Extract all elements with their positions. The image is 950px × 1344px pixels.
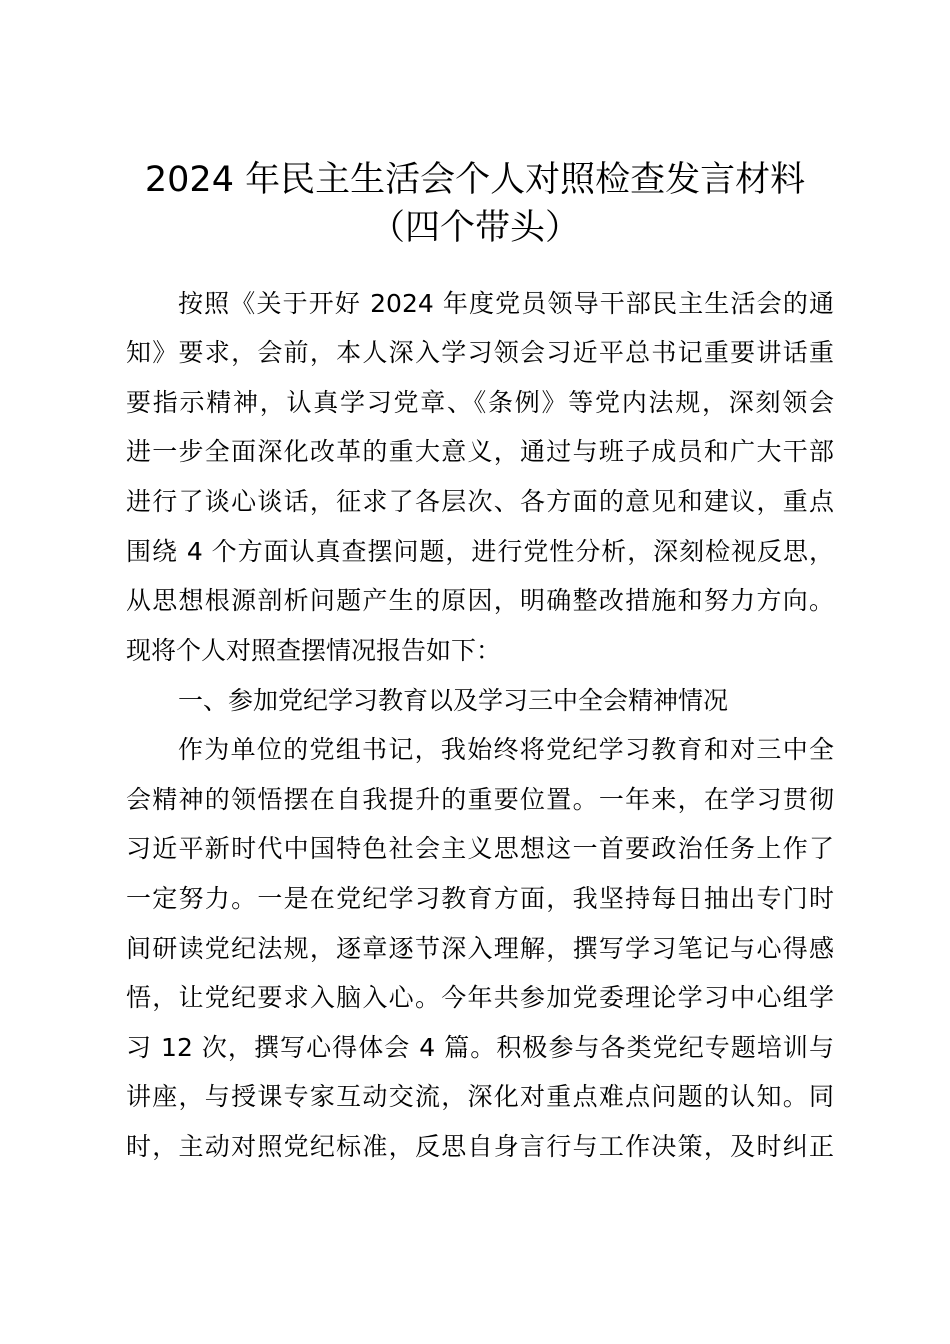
paragraph-line: 按照《关于开好 2024 年度党员领导干部民主生活会的通 (178, 289, 834, 318)
document-title: 2024 年民主生活会个人对照检查发言材料 (144, 160, 806, 200)
document-subtitle: （四个带头） (369, 208, 580, 248)
paragraph-line: 习近平新时代中国特色社会主义思想这一首要政治任务上作了 (126, 834, 834, 863)
paragraph-line: 现将个人对照查摆情况报告如下： (126, 636, 502, 665)
paragraph-line: 知》要求，会前，本人深入学习领会习近平总书记重要讲话重 (126, 338, 834, 367)
paragraph-line: 要指示精神，认真学习党章、《条例》等党内法规，深刻领会 (126, 388, 834, 417)
paragraph-line: 进行了谈心谈话，征求了各层次、各方面的意见和建议，重点 (126, 487, 834, 516)
paragraph-line: 进一步全面深化改革的重大意义，通过与班子成员和广大干部 (126, 437, 834, 466)
paragraph-line: 一定努力。一是在党纪学习教育方面，我坚持每日抽出专门时 (126, 884, 834, 913)
paragraph-line: 从思想根源剖析问题产生的原因，明确整改措施和努力方向。 (126, 586, 834, 615)
section-heading: 一、参加党纪学习教育以及学习三中全会精神情况 (178, 686, 729, 715)
paragraph-line: 悟，让党纪要求入脑入心。今年共参加党委理论学习中心组学 (126, 983, 834, 1012)
paragraph-line: 时，主动对照党纪标准，反思自身言行与工作决策，及时纠正 (126, 1132, 834, 1161)
paragraph-line: 围绕 4 个方面认真查摆问题，进行党性分析，深刻检视反思， (126, 537, 834, 566)
paragraph-line: 会精神的领悟摆在自我提升的重要位置。一年来，在学习贯彻 (126, 785, 834, 814)
paragraph-line: 讲座，与授课专家互动交流，深化对重点难点问题的认知。同 (126, 1082, 834, 1111)
paragraph-line: 作为单位的党组书记，我始终将党纪学习教育和对三中全 (178, 735, 834, 764)
paragraph-line: 习 12 次，撰写心得体会 4 篇。积极参与各类党纪专题培训与 (126, 1033, 834, 1062)
paragraph-line: 间研读党纪法规，逐章逐节深入理解，撰写学习笔记与心得感 (126, 934, 834, 963)
